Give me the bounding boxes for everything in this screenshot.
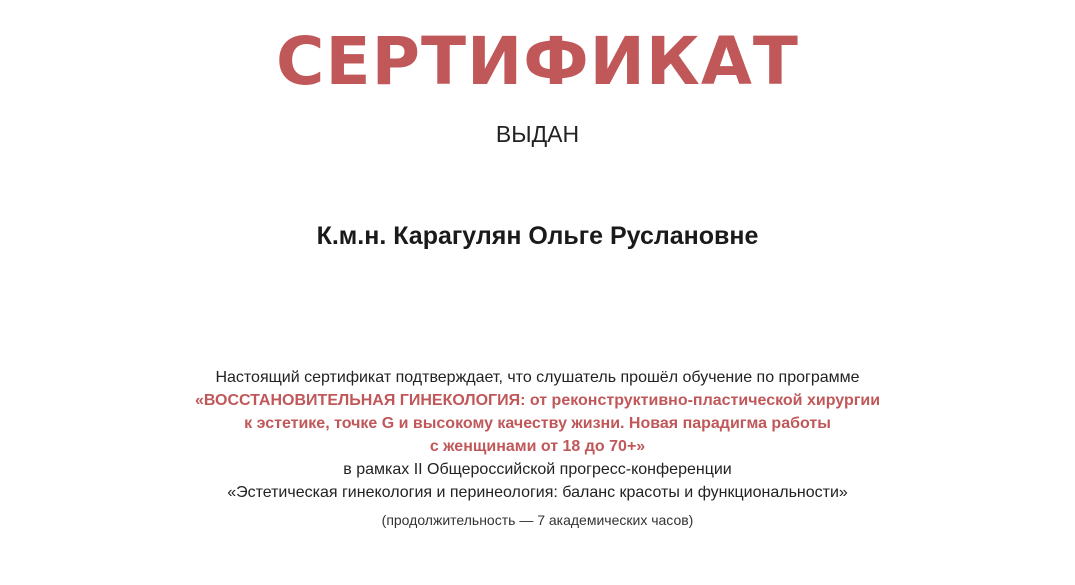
program-title-line-2: к эстетике, точке G и высокому качеству жизни. Новая парадигма работы <box>244 415 831 432</box>
certificate-title: СЕРТИФИКАТ <box>276 23 799 100</box>
program-title-line-3: с женщинами от 18 до 70+» <box>429 438 646 455</box>
program-title-line-1: «ВОССТАНОВИТЕЛЬНАЯ ГИНЕКОЛОГИЯ: от реконструктивно-пластической хирургии <box>194 392 881 409</box>
intro-text: Настоящий сертификат подтверждает, что слушатель прошёл обучение по программе <box>215 369 860 386</box>
conference-intro: в рамках II Общероссийской прогресс-конференции <box>343 461 732 478</box>
recipient-name: К.м.н. Карагулян Ольге Руслановне <box>316 222 759 250</box>
issued-label: ВЫДАН <box>495 121 580 147</box>
certificate-body <box>0 366 1075 530</box>
duration-note: (продолжительность — 7 академических часов) <box>381 512 694 528</box>
conference-name: «Эстетическая гинекология и перинеология: баланс красоты и функциональности» <box>227 484 848 501</box>
